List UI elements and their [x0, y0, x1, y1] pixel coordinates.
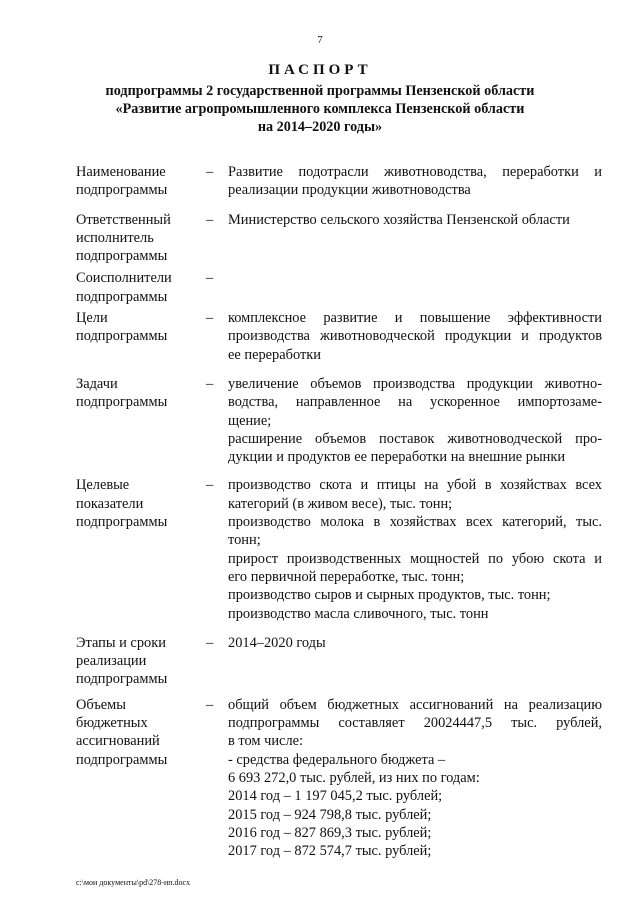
row-label — [76, 269, 206, 306]
label-line: бюджетных — [76, 715, 148, 732]
document-title: ПАСПОРТ — [268, 62, 372, 78]
label-line: Ответственный — [76, 211, 171, 228]
label-line: Цели — [76, 310, 108, 327]
content-line: производства животноводческой продукции и продуктов — [228, 328, 602, 345]
row-label — [76, 634, 206, 689]
label-line: показатели — [76, 495, 144, 512]
row-coexecutors — [76, 269, 602, 306]
label-line: подпрограммы — [76, 751, 168, 768]
row-label — [76, 696, 206, 769]
row-content — [228, 309, 602, 364]
row-dash: – — [206, 164, 214, 180]
row-content — [228, 634, 602, 652]
label-line: реализации — [76, 653, 147, 670]
row-content — [228, 696, 602, 861]
label-line: Этапы и сроки — [76, 634, 166, 651]
content-line: производство масла сливочного, тыс. тонн — [228, 605, 489, 622]
content-line: в том числе: — [228, 733, 304, 750]
row-content — [228, 476, 602, 622]
content-line: подпрограммы составляет 20024447,5 тыс. рублей, — [228, 715, 602, 732]
content-line: 2014–2020 годы — [228, 634, 326, 651]
label-line: подпрограммы — [76, 328, 168, 345]
content-line: производство молока в хозяйствах всех категорий, тыс. — [228, 514, 602, 531]
content-line: тонн; — [228, 532, 261, 549]
row-content — [228, 211, 602, 229]
row-funding — [76, 696, 602, 861]
row-goals — [76, 309, 602, 364]
content-line: - средства федерального бюджета – — [228, 751, 446, 768]
row-dash: – — [206, 270, 214, 287]
row-dash: – — [206, 477, 214, 494]
content-line: общий объем бюджетных ассигнований на реализацию — [228, 696, 602, 713]
row-label — [76, 476, 206, 531]
label-line: подпрограммы — [76, 394, 168, 411]
row-dash: – — [206, 211, 214, 228]
content-line: 2017 год – 872 574,7 тыс. рублей; — [228, 843, 432, 860]
row-dash: – — [206, 696, 214, 713]
label-line: подпрограммы — [76, 248, 168, 265]
content-line: категорий (в живом весе), тыс. тонн; — [228, 495, 453, 512]
subtitle-line-1: подпрограммы 2 государственной программы Пензенской области — [105, 83, 535, 99]
row-dash: – — [206, 634, 214, 651]
passport-table — [76, 163, 602, 860]
label-line: Задачи — [76, 375, 118, 392]
label-line: исполнитель — [76, 229, 154, 246]
content-line: щение; — [228, 412, 272, 429]
content-line: производство скота и птицы на убой в хозяйствах всех — [228, 477, 602, 494]
content-line: прирост производственных мощностей по убою скота и — [228, 550, 602, 567]
content-line: реализации продукции животноводства — [228, 182, 471, 199]
label-line: подпрограммы — [76, 671, 168, 688]
content-line: 2014 год – 1 197 045,2 тыс. рублей; — [228, 788, 443, 805]
label-line: подпрограммы — [76, 288, 168, 305]
content-line: водства, направленное на ускоренное импортозаме- — [228, 394, 602, 411]
subtitle-line-2: «Развитие агропромышленного комплекса Пензенской области — [115, 101, 525, 117]
content-line: Министерство сельского хозяйства Пензенской области — [228, 211, 570, 228]
label-line: ассигнований — [76, 733, 160, 750]
content-line: производство сыров и сырных продуктов, тыс. тонн; — [228, 587, 551, 604]
label-line: Целевые — [76, 477, 130, 494]
row-label — [76, 211, 206, 266]
label-line: подпрограммы — [76, 182, 168, 199]
label-line: Наименование — [76, 164, 166, 180]
page-number: 7 — [317, 34, 323, 46]
file-path-footer: c:\мои документы\pd\278-ип.docx — [76, 878, 191, 887]
content-line: увеличение объемов производства продукции животно- — [228, 375, 602, 392]
content-line: расширение объемов поставок животноводческой про- — [228, 430, 602, 447]
row-label — [76, 309, 206, 346]
content-line: ее переработки — [228, 346, 321, 363]
row-indicators — [76, 476, 602, 622]
content-line: 6 693 272,0 тыс. рублей, из них по годам: — [228, 769, 480, 786]
row-label — [76, 163, 206, 200]
content-line: Развитие подотрасли животноводства, переработки и — [228, 164, 602, 180]
content-line: его первичной переработке, тыс. тонн; — [228, 568, 465, 585]
content-line: 2016 год – 827 869,3 тыс. рублей; — [228, 824, 432, 841]
label-line: подпрограммы — [76, 514, 168, 531]
row-tasks — [76, 375, 602, 466]
label-line: Объемы — [76, 696, 126, 713]
content-line: дукции и продуктов ее переработки на внешние рынки — [228, 449, 566, 466]
label-line: Соисполнители — [76, 270, 172, 287]
row-dash: – — [206, 310, 214, 327]
row-content — [228, 163, 602, 200]
row-name — [76, 163, 602, 200]
subtitle-line-3: на 2014–2020 годы» — [257, 119, 383, 135]
row-stages — [76, 634, 602, 689]
row-label — [76, 375, 206, 412]
content-line: 2015 год – 924 798,8 тыс. рублей; — [228, 806, 432, 823]
row-executor — [76, 211, 602, 266]
row-dash: – — [206, 375, 214, 392]
content-line: комплексное развитие и повышение эффективности — [228, 310, 602, 327]
row-content — [228, 375, 602, 466]
